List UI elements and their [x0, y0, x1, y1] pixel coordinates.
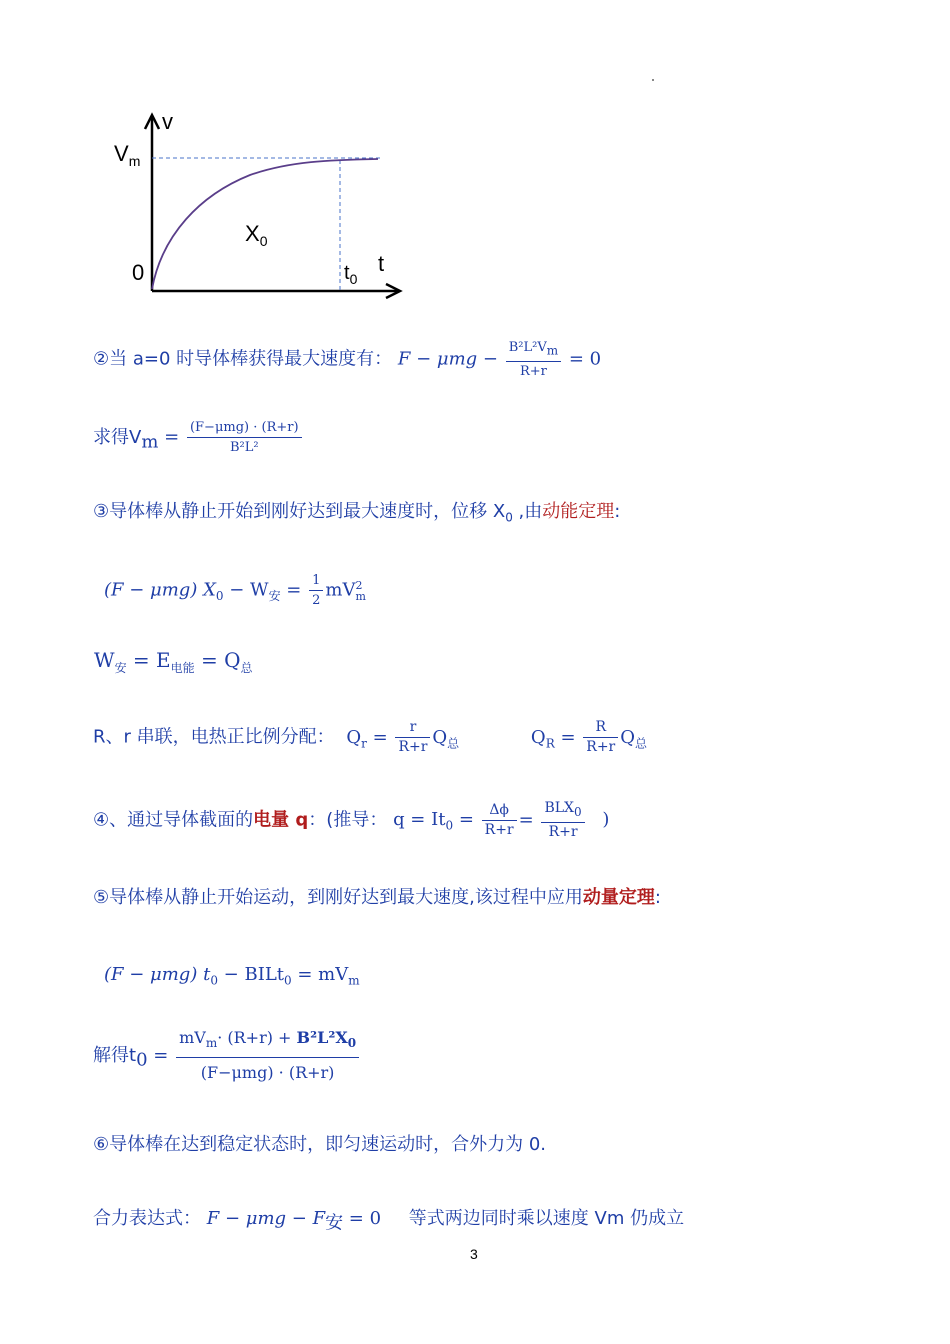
velocity-time-graph	[100, 105, 420, 305]
item3-text: ③导体棒从静止开始到刚好达到最大速度时，位移 X	[93, 501, 506, 522]
half-fraction: $\frac{1}{2}$	[309, 572, 323, 609]
item2-eq-tail: = 0	[568, 348, 602, 370]
flux-fraction: $\frac{\Delta\phi}{R+r}$	[482, 802, 517, 839]
net-force-note: 等式两边同时乘以速度 Vm 仍成立	[408, 1208, 685, 1229]
speck	[652, 79, 654, 81]
item4-text: ④、通过导体截面的	[93, 809, 254, 831]
item5-line: ⑤导体棒从静止开始运动，到刚好达到最大速度,该过程中应用动量定理:	[93, 887, 661, 908]
item2-text: ②当 a=0 时导体棒获得最大速度有：	[93, 348, 393, 370]
charge-equation: $q = It_0$ =	[393, 809, 474, 833]
item2-fraction: $\frac{B^2L^2V_m}{R+r}$	[506, 339, 561, 380]
vm-result-eq: =	[164, 426, 180, 448]
t0-label: $t_0$	[344, 262, 358, 287]
item4-line: ④、通过导体截面的电量 q：(推导： $q = It_0$ = $\frac{\Delta\phi}{R+r}$ = $\frac{BLX_0}{R+r}$ )	[93, 800, 610, 840]
kinetic-energy-theorem: 动能定理	[542, 501, 615, 522]
vm-result-fraction: $\frac{\text{(F−μmg) · (R+r)}}{\text{B²L²}}$	[187, 419, 302, 456]
momentum-equation: (F − μmg) $t_0$ − BILt$_0$ = $mV_m$	[104, 964, 360, 988]
page-number: 3	[470, 1246, 478, 1262]
qR-tail: $Q_总$	[620, 726, 648, 751]
t0-fraction: $\frac{mV_m\cdot (R+r) + B^2L^2X_0}{\text{(F−μmg) · (R+r)}}$	[176, 1025, 359, 1087]
series-text: R、r 串联，电热正比例分配：	[93, 726, 335, 748]
net-force-text: 合力表达式：	[93, 1208, 201, 1229]
item3-line: ③导体棒从静止开始到刚好达到最大速度时，位移 $X_0$ ,由动能定理:	[93, 501, 621, 525]
item2-line	[93, 339, 601, 380]
origin-label: 0	[132, 260, 145, 285]
qr-tail: $Q_总$	[432, 726, 460, 751]
item2-eq-lead: F − μmg −	[397, 348, 498, 370]
work-equation: $W_安 = E_{电能} = Q_总$	[94, 648, 253, 675]
series-line	[93, 719, 647, 756]
vm-result-line	[93, 419, 304, 456]
net-force-equation: F − μmg − F	[206, 1208, 326, 1229]
item6-line: ⑥导体棒在达到稳定状态时，即匀速运动时，合外力为 0.	[93, 1134, 547, 1155]
t0-result-line: 解得$t_0$ = $\frac{mV_m\cdot (R+r) + B^2L^2X_0}{\text{(F−μmg) · (R+r)}}$	[93, 1025, 361, 1087]
t0-result-text: 解得$t_0$	[93, 1045, 148, 1071]
blx-fraction: $\frac{BLX_0}{R+r}$	[541, 800, 584, 841]
area-label: $X_0$	[245, 221, 268, 249]
qr-fraction: $\frac{r}{R+r}$	[395, 719, 430, 756]
qR-fraction: $\frac{R}{R+r}$	[583, 719, 618, 756]
vm-result-text: 求得$V_m$	[93, 426, 159, 453]
qR-equation: $Q_R$ =	[530, 726, 576, 751]
momentum-theorem: 动量定理	[582, 887, 655, 908]
qr-equation: $Q_r$ =	[346, 726, 388, 751]
net-force-line: 合力表达式： $F - \mu mg - F_安 = 0$ 等式两边同时乘以速度 Vm 仍成立	[93, 1208, 685, 1234]
energy-equation: (F − μmg) $X_0 - W_安$ = $\frac{1}{2}$ mV 2 m	[104, 573, 366, 608]
y-axis-label: v	[162, 109, 173, 134]
charge-q-highlight: 电量 q	[253, 809, 309, 831]
x-axis-label: t	[378, 251, 385, 276]
vm-label: $V_m$	[114, 141, 141, 169]
item5-text: ⑤导体棒从静止开始运动，到刚好达到最大速度,该过程中应用	[93, 887, 583, 908]
